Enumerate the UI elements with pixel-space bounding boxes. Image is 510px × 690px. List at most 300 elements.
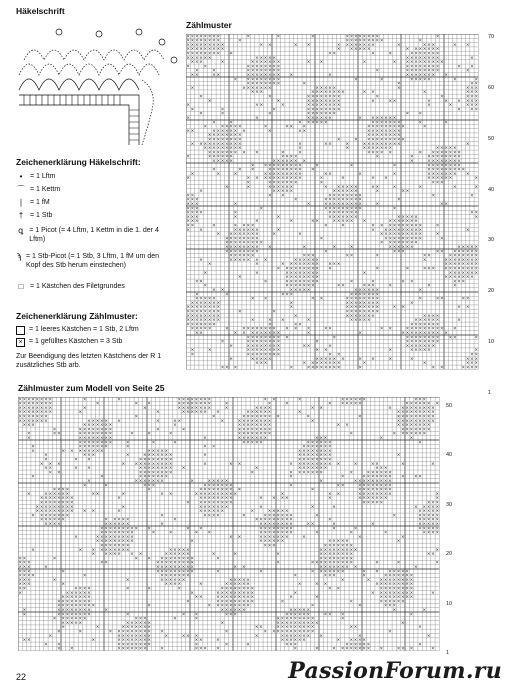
svg-text:×: ×	[233, 141, 238, 147]
svg-text:×: ×	[177, 586, 182, 592]
svg-text:×: ×	[268, 94, 272, 100]
svg-text:×: ×	[431, 322, 436, 328]
svg-text:×: ×	[366, 577, 371, 583]
svg-text:×: ×	[418, 431, 422, 437]
svg-text:×: ×	[254, 625, 259, 631]
svg-text:×: ×	[285, 189, 289, 195]
svg-text:×: ×	[186, 197, 190, 203]
svg-text:×: ×	[306, 444, 311, 450]
svg-text:×: ×	[117, 522, 121, 527]
axis-tick-label: 30	[446, 501, 453, 508]
svg-text:×: ×	[194, 34, 199, 40]
svg-text:×: ×	[100, 444, 104, 450]
svg-text:×: ×	[332, 219, 337, 225]
svg-text:×: ×	[198, 504, 203, 510]
svg-text:×: ×	[327, 496, 332, 502]
svg-text:×: ×	[259, 504, 263, 510]
svg-text:×: ×	[370, 500, 375, 506]
svg-text:×: ×	[302, 444, 306, 450]
svg-text:×: ×	[229, 500, 233, 506]
svg-text:×: ×	[405, 60, 410, 66]
svg-text:×: ×	[203, 436, 207, 441]
svg-text:×: ×	[108, 547, 113, 553]
svg-text:×: ×	[405, 343, 410, 349]
svg-text:×: ×	[147, 642, 151, 648]
svg-text:×: ×	[69, 612, 74, 618]
svg-text:×: ×	[293, 322, 298, 328]
legend-item-kettm: ⌒ = 1 Kettm	[17, 185, 61, 194]
svg-text:×: ×	[315, 448, 319, 454]
svg-text:×: ×	[362, 270, 367, 276]
svg-text:×: ×	[147, 466, 151, 472]
svg-text:×: ×	[225, 245, 229, 250]
svg-text:×: ×	[194, 410, 199, 416]
svg-text:×: ×	[315, 440, 319, 446]
svg-text:×: ×	[181, 466, 186, 472]
svg-text:×: ×	[211, 552, 216, 558]
svg-text:×: ×	[401, 646, 405, 652]
svg-text:×: ×	[190, 326, 195, 332]
svg-text:×: ×	[285, 292, 289, 298]
svg-text:×: ×	[345, 560, 349, 566]
svg-text:×: ×	[375, 487, 379, 493]
svg-text:×: ×	[396, 573, 401, 579]
svg-text:×: ×	[319, 547, 323, 553]
svg-text:×: ×	[465, 305, 470, 311]
svg-text:×: ×	[198, 509, 203, 515]
svg-text:×: ×	[422, 55, 427, 61]
svg-text:×: ×	[268, 180, 272, 186]
svg-text:×: ×	[362, 569, 366, 575]
svg-text:×: ×	[173, 547, 177, 553]
svg-text:×: ×	[302, 620, 306, 626]
axis-tick-label: 50	[488, 135, 495, 142]
svg-text:×: ×	[298, 146, 302, 152]
svg-text:×: ×	[375, 496, 379, 502]
svg-text:×: ×	[229, 249, 233, 255]
svg-text:×: ×	[164, 560, 169, 566]
svg-text:×: ×	[405, 219, 410, 225]
svg-text:×: ×	[401, 189, 405, 195]
svg-text:×: ×	[125, 642, 130, 648]
svg-text:×: ×	[427, 159, 431, 164]
svg-text:×: ×	[383, 470, 388, 476]
svg-text:×: ×	[319, 103, 324, 109]
svg-text:×: ×	[349, 189, 354, 195]
svg-text:×: ×	[306, 461, 311, 467]
svg-text:×: ×	[298, 266, 302, 272]
svg-text:×: ×	[82, 573, 87, 579]
svg-text:×: ×	[272, 171, 276, 177]
svg-text:×: ×	[229, 577, 233, 583]
svg-text:×: ×	[409, 646, 414, 652]
svg-text:×: ×	[35, 410, 40, 416]
svg-text:×: ×	[370, 590, 375, 596]
svg-text:×: ×	[104, 543, 108, 549]
svg-text:×: ×	[82, 599, 87, 605]
svg-text:×: ×	[91, 448, 96, 454]
svg-text:×: ×	[358, 292, 362, 298]
svg-text:×: ×	[18, 401, 22, 407]
svg-text:×: ×	[246, 64, 251, 70]
svg-text:×: ×	[366, 500, 371, 506]
svg-text:×: ×	[470, 253, 474, 259]
svg-text:×: ×	[392, 431, 397, 437]
svg-text:×: ×	[61, 491, 65, 497]
svg-text:×: ×	[199, 296, 203, 302]
svg-text:×: ×	[401, 137, 405, 143]
svg-text:×: ×	[229, 253, 233, 259]
svg-text:×: ×	[426, 401, 431, 407]
svg-text:×: ×	[108, 530, 113, 536]
svg-text:×: ×	[371, 283, 375, 289]
svg-text:×: ×	[52, 431, 57, 437]
svg-text:×: ×	[138, 616, 143, 622]
svg-text:×: ×	[61, 504, 65, 510]
svg-text:×: ×	[336, 365, 341, 371]
svg-text:×: ×	[220, 146, 225, 152]
svg-text:×: ×	[263, 356, 268, 362]
svg-text:×: ×	[474, 262, 479, 268]
svg-text:×: ×	[457, 154, 461, 160]
svg-text:×: ×	[358, 305, 362, 311]
svg-text:×: ×	[470, 210, 474, 216]
svg-text:×: ×	[345, 539, 349, 545]
svg-text:×: ×	[388, 124, 393, 130]
svg-text:×: ×	[405, 423, 409, 429]
svg-text:×: ×	[241, 427, 246, 433]
svg-text:×: ×	[474, 90, 479, 96]
svg-text:×: ×	[448, 257, 453, 263]
svg-text:×: ×	[168, 552, 173, 558]
svg-text:×: ×	[431, 318, 436, 324]
svg-text:×: ×	[143, 405, 147, 411]
svg-text:×: ×	[306, 279, 311, 285]
svg-text:×: ×	[465, 171, 470, 177]
svg-text:×: ×	[199, 309, 203, 315]
svg-text:×: ×	[440, 60, 444, 66]
svg-text:×: ×	[78, 410, 83, 416]
svg-text:×: ×	[190, 85, 195, 91]
svg-text:×: ×	[134, 414, 139, 420]
svg-text:×: ×	[87, 423, 91, 429]
svg-text:×: ×	[336, 189, 341, 195]
svg-text:×: ×	[457, 253, 461, 259]
svg-text:×: ×	[52, 504, 57, 510]
svg-text:×: ×	[388, 405, 392, 411]
svg-text:×: ×	[233, 603, 237, 609]
svg-text:×: ×	[194, 68, 199, 74]
svg-text:×: ×	[444, 98, 448, 104]
svg-text:×: ×	[336, 491, 341, 497]
svg-text:×: ×	[427, 171, 431, 177]
svg-text:×: ×	[358, 479, 362, 484]
svg-text:×: ×	[289, 595, 293, 601]
svg-text:×: ×	[354, 292, 358, 298]
svg-text:×: ×	[233, 590, 237, 596]
svg-text:×: ×	[336, 361, 341, 367]
svg-text:×: ×	[52, 517, 57, 523]
svg-text:×: ×	[272, 397, 276, 403]
legend-zaehlmuster-title: Zeichenerklärung Zählmuster:	[16, 311, 138, 321]
svg-text:×: ×	[431, 331, 436, 336]
svg-text:×: ×	[392, 245, 397, 250]
svg-text:×: ×	[383, 595, 388, 601]
svg-text:×: ×	[379, 582, 384, 588]
svg-text:×: ×	[457, 279, 461, 285]
svg-text:×: ×	[276, 629, 280, 635]
svg-text:×: ×	[276, 34, 281, 40]
svg-text:×: ×	[302, 343, 307, 349]
svg-text:×: ×	[268, 322, 272, 328]
svg-text:×: ×	[272, 517, 276, 523]
svg-text:×: ×	[375, 560, 379, 566]
svg-text:×: ×	[328, 103, 332, 109]
svg-text:×: ×	[22, 418, 27, 424]
svg-text:×: ×	[229, 343, 233, 349]
svg-text:×: ×	[470, 352, 474, 358]
svg-text:×: ×	[199, 210, 203, 216]
svg-text:×: ×	[427, 60, 431, 66]
svg-text:×: ×	[332, 206, 337, 212]
svg-text:×: ×	[465, 270, 470, 276]
svg-text:×: ×	[276, 348, 281, 354]
svg-text:×: ×	[78, 629, 83, 635]
svg-text:×: ×	[319, 60, 324, 66]
svg-text:×: ×	[461, 270, 466, 276]
svg-text:×: ×	[177, 560, 182, 566]
svg-text:×: ×	[91, 491, 96, 497]
svg-text:×: ×	[57, 513, 61, 519]
svg-text:×: ×	[216, 150, 221, 156]
svg-text:×: ×	[336, 184, 341, 190]
svg-text:×: ×	[216, 232, 221, 238]
svg-text:×: ×	[39, 496, 44, 502]
svg-text:×: ×	[276, 343, 281, 349]
svg-text:×: ×	[78, 595, 83, 601]
svg-text:×: ×	[332, 214, 337, 220]
svg-text:×: ×	[306, 414, 311, 420]
svg-text:×: ×	[220, 509, 225, 515]
svg-text:×: ×	[397, 85, 401, 91]
svg-text:×: ×	[340, 577, 345, 583]
svg-text:×: ×	[319, 120, 324, 126]
svg-text:×: ×	[108, 552, 113, 558]
svg-text:×: ×	[328, 85, 332, 91]
svg-text:×: ×	[207, 322, 212, 328]
svg-text:×: ×	[147, 448, 151, 454]
svg-text:×: ×	[57, 470, 61, 476]
svg-text:×: ×	[69, 590, 74, 596]
svg-text:×: ×	[268, 356, 272, 362]
svg-text:×: ×	[457, 305, 461, 311]
svg-text:×: ×	[87, 603, 91, 609]
stb-picot-icon: ϡ	[16, 252, 22, 261]
svg-text:×: ×	[259, 427, 263, 433]
svg-text:×: ×	[173, 616, 177, 622]
svg-text:×: ×	[44, 414, 48, 420]
svg-text:×: ×	[435, 146, 440, 152]
svg-text:×: ×	[237, 38, 242, 44]
svg-text:×: ×	[336, 42, 341, 48]
svg-text:×: ×	[388, 283, 393, 289]
svg-text:×: ×	[164, 470, 169, 476]
svg-text:×: ×	[285, 270, 289, 276]
svg-text:×: ×	[298, 262, 302, 268]
svg-text:×: ×	[246, 240, 251, 246]
svg-text:×: ×	[250, 331, 255, 336]
svg-text:×: ×	[22, 556, 27, 562]
svg-text:×: ×	[237, 461, 242, 467]
svg-text:×: ×	[336, 586, 341, 592]
svg-text:×: ×	[315, 219, 319, 225]
svg-text:×: ×	[26, 405, 31, 411]
svg-text:×: ×	[254, 414, 259, 420]
svg-text:×: ×	[414, 60, 418, 66]
svg-text:×: ×	[268, 245, 272, 250]
svg-text:×: ×	[405, 595, 409, 601]
svg-text:×: ×	[302, 266, 307, 272]
svg-text:×: ×	[91, 509, 96, 515]
svg-text:×: ×	[371, 292, 375, 298]
svg-text:×: ×	[190, 171, 195, 177]
svg-text:×: ×	[405, 245, 410, 250]
svg-text:×: ×	[370, 479, 375, 484]
svg-text:×: ×	[69, 500, 74, 506]
svg-text:×: ×	[306, 625, 311, 631]
svg-text:×: ×	[224, 479, 229, 484]
svg-text:×: ×	[328, 116, 332, 121]
svg-text:×: ×	[461, 167, 466, 173]
svg-text:×: ×	[259, 539, 263, 545]
svg-text:×: ×	[125, 629, 130, 635]
svg-text:×: ×	[65, 491, 70, 497]
svg-text:×: ×	[112, 517, 117, 523]
svg-text:×: ×	[95, 436, 100, 441]
svg-text:×: ×	[414, 47, 418, 53]
svg-text:×: ×	[52, 500, 57, 506]
svg-text:×: ×	[203, 309, 208, 315]
svg-text:×: ×	[104, 427, 108, 433]
svg-text:×: ×	[297, 582, 302, 588]
svg-text:×: ×	[78, 431, 83, 437]
svg-text:×: ×	[311, 262, 315, 268]
svg-text:×: ×	[431, 167, 436, 173]
svg-text:×: ×	[323, 582, 328, 588]
svg-text:×: ×	[302, 534, 306, 540]
svg-text:×: ×	[263, 534, 268, 540]
svg-text:×: ×	[341, 193, 345, 199]
svg-text:×: ×	[379, 116, 384, 121]
svg-text:×: ×	[225, 240, 229, 246]
svg-text:×: ×	[315, 470, 319, 476]
svg-text:×: ×	[246, 180, 251, 186]
svg-text:×: ×	[207, 483, 212, 489]
svg-text:×: ×	[233, 171, 238, 177]
svg-text:×: ×	[199, 60, 203, 66]
svg-text:×: ×	[211, 479, 216, 484]
svg-text:×: ×	[212, 68, 216, 74]
svg-text:×: ×	[181, 565, 186, 570]
svg-text:×: ×	[388, 120, 393, 126]
svg-text:×: ×	[91, 436, 96, 441]
svg-text:×: ×	[78, 608, 83, 613]
svg-text:×: ×	[276, 64, 281, 70]
svg-text:×: ×	[310, 405, 315, 411]
svg-text:×: ×	[452, 279, 457, 285]
svg-text:×: ×	[401, 331, 405, 336]
svg-text:×: ×	[121, 638, 126, 644]
svg-text:×: ×	[396, 586, 401, 592]
svg-text:×: ×	[349, 318, 354, 324]
svg-text:×: ×	[461, 266, 466, 272]
svg-text:×: ×	[194, 51, 199, 57]
svg-text:×: ×	[379, 38, 384, 44]
svg-text:×: ×	[186, 64, 190, 70]
svg-text:×: ×	[268, 81, 272, 87]
svg-text:×: ×	[246, 642, 250, 648]
svg-text:×: ×	[379, 595, 384, 601]
svg-text:×: ×	[323, 116, 328, 121]
svg-text:×: ×	[413, 418, 418, 424]
svg-text:×: ×	[220, 150, 225, 156]
svg-text:×: ×	[405, 418, 409, 424]
svg-text:×: ×	[22, 414, 27, 420]
svg-text:×: ×	[349, 214, 354, 220]
svg-text:×: ×	[250, 348, 255, 354]
svg-text:×: ×	[31, 418, 35, 424]
svg-text:×: ×	[276, 171, 281, 177]
svg-text:×: ×	[401, 431, 405, 437]
svg-text:×: ×	[289, 642, 293, 648]
svg-text:×: ×	[194, 305, 199, 311]
svg-text:×: ×	[220, 128, 225, 134]
svg-text:×: ×	[388, 487, 392, 493]
svg-text:×: ×	[388, 470, 392, 476]
page-number: 22	[16, 672, 27, 682]
svg-text:×: ×	[35, 397, 40, 403]
svg-text:×: ×	[220, 124, 225, 130]
svg-text:×: ×	[272, 543, 276, 549]
svg-text:×: ×	[409, 51, 414, 57]
svg-text:×: ×	[444, 262, 448, 268]
svg-text:×: ×	[82, 612, 87, 618]
svg-text:×: ×	[263, 397, 268, 403]
svg-text:×: ×	[470, 275, 474, 281]
svg-text:×: ×	[241, 608, 246, 613]
svg-text:×: ×	[198, 582, 203, 588]
svg-text:×: ×	[302, 608, 306, 613]
svg-text:×: ×	[44, 397, 48, 403]
svg-text:×: ×	[457, 266, 461, 272]
svg-text:×: ×	[203, 397, 207, 403]
svg-text:×: ×	[340, 543, 345, 549]
svg-text:×: ×	[125, 586, 130, 592]
svg-text:×: ×	[276, 159, 281, 164]
svg-text:×: ×	[366, 300, 371, 306]
svg-text:×: ×	[263, 257, 268, 263]
svg-text:×: ×	[349, 279, 354, 285]
svg-text:×: ×	[422, 257, 427, 263]
svg-text:×: ×	[354, 34, 358, 40]
svg-text:×: ×	[224, 629, 229, 635]
svg-text:×: ×	[65, 590, 70, 596]
svg-text:×: ×	[100, 534, 104, 540]
svg-text:×: ×	[302, 361, 307, 367]
svg-text:×: ×	[237, 418, 242, 424]
svg-text:×: ×	[31, 547, 35, 553]
svg-text:×: ×	[233, 210, 238, 216]
